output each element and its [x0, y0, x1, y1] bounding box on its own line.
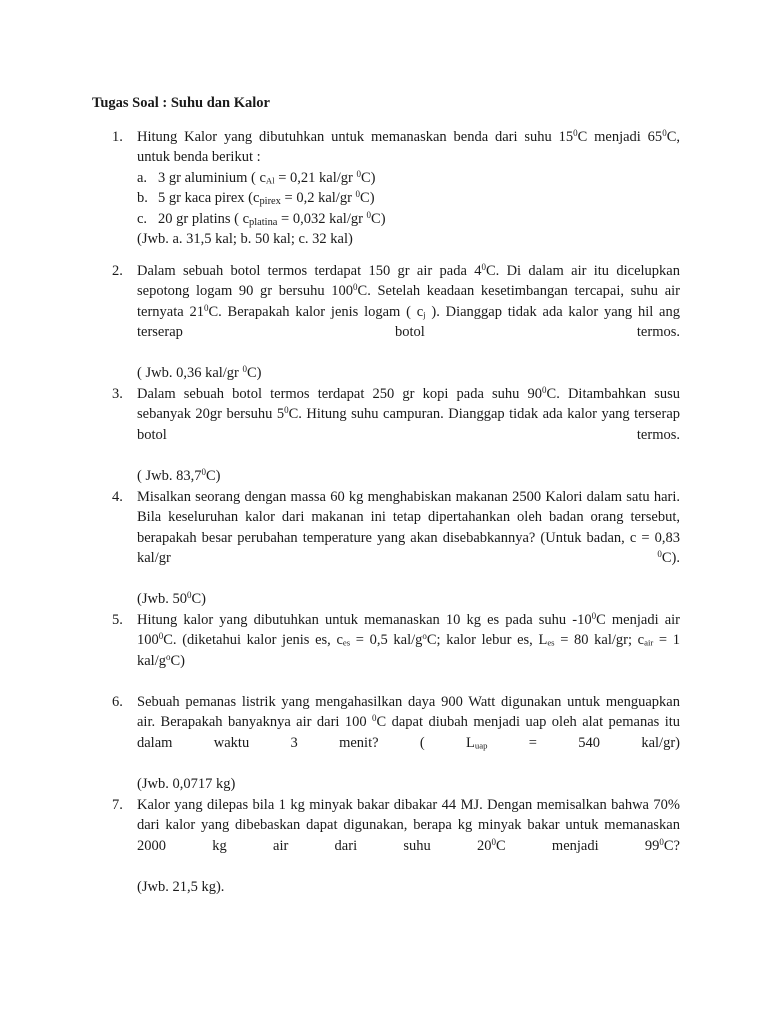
- question-number: 3.: [112, 386, 123, 402]
- question-number: 2.: [112, 263, 123, 279]
- question-3: [112, 384, 680, 486]
- sub-item-c: c. 20 gr platins ( $c_{platina} = 0,032$ kal/gr $^0$C): [137, 209, 386, 228]
- answer: (Jwb. a. 31,5 kal; b. 50 kal; c. 32 kal): [137, 231, 353, 248]
- question-5: [112, 610, 680, 692]
- question-text: Hitung kalor yang dibutuhkan untuk memanaskan 10 kg es pada suhu $-10^0C$ menjadi air $100^0C$. (diketahui kalor jenis es, $c_{es} = 0,5$ kal/$g^oC$; kalor lebur es, $L_{es} = 80$ kal/gr; $c_{air} = 1$ kal/$g^oC$): [137, 611, 680, 669]
- question-text: Dalam sebuah botol termos terdapat 250 gr kopi pada suhu $90^0C$. Ditambahkan susu sebanyak 20gr bersuhu $5^0C$. Hitung suhu campuran. Dianggap tidak ada kalor yang terserap botol termos.: [137, 385, 681, 443]
- question-number: 5.: [112, 612, 123, 628]
- page-title: Tugas Soal : Suhu dan Kalor: [92, 95, 270, 111]
- question-text: Misalkan seorang dengan massa 60 kg menghabiskan makanan 2500 Kalori dalam satu hari. Bila keseluruhan kalor dari makanan ini tetap dipertahankan oleh badan orang tersebut, berapakah besar perubahan temperature yang akan disebabkannya? (Untuk badan, c = 0,83 kal/gr $^0$C).: [137, 489, 680, 567]
- answer: (Jwb. 0,0717 kg): [137, 775, 236, 792]
- sub-item-a: a. 3 gr aluminium ( $c_{Al} = 0,21$ kal/gr $^0$C): [137, 168, 376, 186]
- question-text: Sebuah pemanas listrik yang mengahasilkan daya 900 Watt digunakan untuk menguapkan air. Berapakah banyaknya air dari 100 $^0$C dapat diubah menjadi uap oleh alat pemanas itu dalam waktu 3 menit? ( $L_{uap} = 540$ kal/gr): [137, 694, 680, 751]
- answer: (Jwb. 21,5 kg).: [137, 878, 225, 895]
- question-1: [112, 127, 680, 249]
- sub-item-b: b. 5 gr kaca pirex ($c_{pirex} = 0,2$ kal/gr $^0$C): [137, 189, 375, 208]
- question-4: [112, 487, 680, 609]
- question-number: 1.: [112, 129, 123, 145]
- question-6: [112, 692, 680, 794]
- question-text: Kalor yang dilepas bila 1 kg minyak bakar dibakar 44 MJ. Dengan memisalkan bahwa 70% dari kalor yang dibebaskan dapat digunakan, berapa kg minyak bakar untuk memanaskan 2000 kg air dari suhu $20^0C$ menjadi $99^0C$?: [137, 797, 680, 854]
- question-text: untuk benda berikut :: [137, 149, 261, 166]
- question-number: 7.: [112, 797, 123, 813]
- answer: ( Jwb. 0,36 kal/gr $^0$C): [137, 364, 262, 382]
- question-number: 6.: [112, 694, 123, 710]
- question-text: Hitung Kalor yang dibutuhkan untuk memanaskan benda dari suhu $15^0C$ menjadi $65^0C$,: [137, 128, 680, 145]
- answer: (Jwb. $50^0C$): [137, 590, 206, 608]
- answer: ( Jwb. 83,7$^0$C): [137, 466, 221, 484]
- question-number: 4.: [112, 489, 123, 505]
- question-7: [112, 795, 680, 897]
- question-2: [112, 261, 680, 383]
- question-text: Dalam sebuah botol termos terdapat 150 gr air pada $4^0C$. Di dalam air itu dicelupkan sepotong logam 90 gr bersuhu $100^0C$. Setelah keadaan kesetimbangan tercapai, suhu air ternyata $21^0C$. Berapakah kalor jenis logam ( $c_j$ ). Dianggap tidak ada kalor yang hil ang terserap botol termos.: [137, 262, 680, 341]
